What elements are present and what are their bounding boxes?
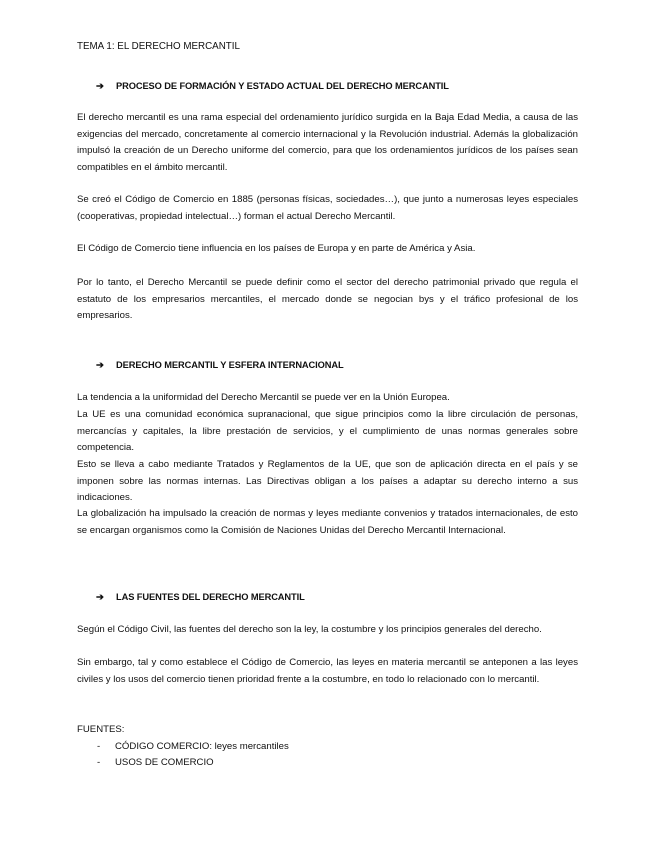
paragraph: Se creó el Código de Comercio en 1885 (personas físicas, sociedades…), que junto a numerosas leyes especiales (cooperativas, propiedad intelectual…) forman el actual Derecho Mercantil. — [77, 194, 578, 222]
paragraph: El derecho mercantil es una rama especial del ordenamiento jurídico surgida en la Baja Edad Media, a causa de las exigencias del mercado, concretamente al comercio internacional y la Revolución industrial. Además la globalización impulsó la creación de un Derecho uniforme del comercio, para que los ordenamientos jurídicos de los países sean compatibles en el ámbito mercantil. — [77, 112, 578, 173]
list-item-text: USOS DE COMERCIO — [115, 757, 214, 768]
paragraph: Por lo tanto, el Derecho Mercantil se puede definir como el sector del derecho patrimonial privado que regula el estatuto de los empresarios mercantiles, el mercado donde se negocian bys y el tráfico profesional de los empresarios. — [77, 277, 578, 321]
paragraph: La UE es una comunidad económica supranacional, que sigue principios como la libre circulación de personas, mercancías y capitales, la libre prestación de servicios, y el cumplimiento de unas normas generales sobre competencia. — [77, 409, 578, 453]
section-heading-internacional — [96, 357, 344, 374]
section-heading-fuentes — [96, 589, 305, 606]
paragraph: La tendencia a la uniformidad del Derecho Mercantil se puede ver en la Unión Europea. — [77, 392, 450, 403]
paragraph: Sin embargo, tal y como establece el Código de Comercio, las leyes en materia mercantil se anteponen a las leyes civiles y los usos del comercio tienen prioridad frente a la costumbre, en todo lo relacionado con lo mercantil. — [77, 657, 578, 685]
heading-text: PROCESO DE FORMACIÓN Y ESTADO ACTUAL DEL DERECHO MERCANTIL — [116, 81, 449, 91]
list-item — [77, 755, 289, 772]
dash-bullet-icon: - — [97, 757, 101, 768]
arrow-bullet-icon: ➔ — [96, 592, 104, 602]
paragraph: El Código de Comercio tiene influencia en los países de Europa y en parte de América y Asia. — [77, 243, 476, 254]
paragraph: Esto se lleva a cabo mediante Tratados y Reglamentos de la UE, que son de aplicación directa en el país y se imponen sobre las normas internas. Las Directivas obligan a los países a adaptar su derecho interno a sus indicaciones. — [77, 459, 578, 503]
list-item-text: CÓDIGO COMERCIO: leyes mercantiles — [115, 740, 289, 752]
sources-list — [77, 722, 289, 772]
paragraph: Según el Código Civil, las fuentes del derecho son la ley, la costumbre y los principios generales del derecho. — [77, 624, 542, 635]
heading-text: LAS FUENTES DEL DERECHO MERCANTIL — [116, 592, 305, 602]
paragraph: La globalización ha impulsado la creación de normas y leyes mediante convenios y tratados internacionales, de esto se encargan organismos como la Comisión de Naciones Unidas del Derecho Mercantil Internacional. — [77, 508, 578, 536]
sources-label: FUENTES: — [77, 724, 125, 735]
list-item — [77, 739, 289, 756]
heading-text: DERECHO MERCANTIL Y ESFERA INTERNACIONAL — [116, 360, 344, 370]
document-title: TEMA 1: EL DERECHO MERCANTIL — [77, 41, 240, 52]
dash-bullet-icon: - — [97, 740, 101, 752]
arrow-bullet-icon: ➔ — [96, 81, 104, 91]
arrow-bullet-icon: ➔ — [96, 360, 104, 370]
section-heading-formacion — [96, 78, 449, 95]
